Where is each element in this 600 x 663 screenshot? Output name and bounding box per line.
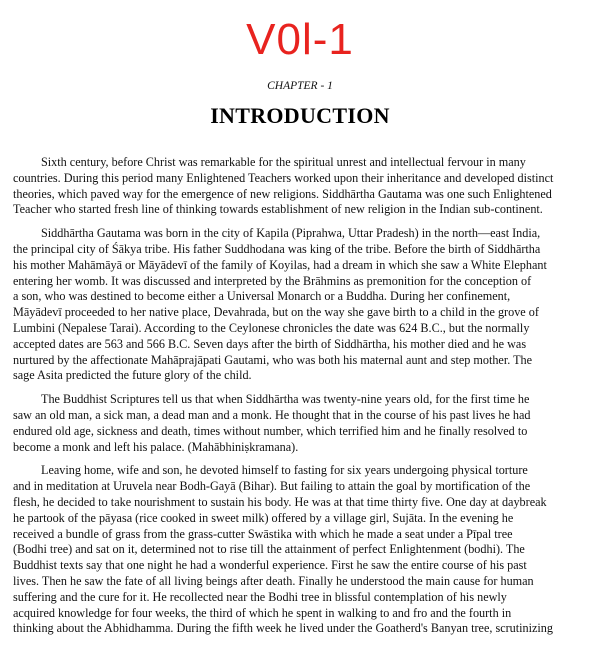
text-line: Sixth century, before Christ was remarkable for the spiritual unrest and intellectual fervour in many [41,155,526,169]
text-line: suffering and the cure for it. He recollected near the Bodhi tree in blissful contemplation of his newly [13,589,507,604]
text-line: theories, which paved way for the emergence of new religions. Siddhārtha Gautama was one such Enlightened [13,186,552,201]
text-line: thinking about the Abhidhamma. During the fifth week he lived under the Goatherd's Banyan tree, scrutinizing [13,621,553,636]
text-line: accepted dates are 563 and 566 B.C. Seven days after the birth of Siddhārtha, his mother died and he was [13,336,527,351]
text-line: acquired knowledge for four weeks, the third of which he spent in walking to and fro and the fourth in [13,605,512,620]
text-line: Siddhārtha Gautama was born in the city of Kapila (Piprahwa, Uttar Pradesh) in the north—east India, [41,226,541,241]
chapter-title: INTRODUCTION [210,103,390,128]
text-line: Lumbini (Nepalese Tarai). According to the Ceylonese chronicles the date was 624 B.C., but the normally [13,320,530,335]
text-line: flesh, he decided to take nourishment to sustain his body. He was at that time thirty five. One day at daybreak [13,494,547,509]
text-line: Leaving home, wife and son, he devoted himself to fasting for six years undergoing physical torture [41,463,528,478]
text-line: countries. During this period many Enlightened Teachers worked upon their inheritance and developed distinct [13,170,554,185]
text-line: become a monk and left his palace. (Mahābhiniṣkramana). [13,439,299,454]
text-line: Māyādevī proceeded to her native place, Devahrada, but on the way she gave birth to a child in the grove of [13,305,539,320]
paragraph [13,392,588,455]
text-line: entering her womb. It was discussed and interpreted by the Brāhmins as premonition for the conception of [13,273,532,288]
text-line: Teacher who started fresh line of thinking towards establishment of new religion in the Indian sub-continent. [13,202,543,217]
text-line: his mother Mahāmāyā or Māyādevī of the family of Koyilas, had a dream in which she saw a White Elephant [13,257,547,272]
paragraph [13,226,588,384]
text-line: (Bodhi tree) and sat on it, determined not to rise till the attainment of perfect Enlightenment (bodhi). The [13,542,525,557]
text-line: saw an old man, a sick man, a dead man and a monk. He thought that in the course of his past lives he had [13,407,531,422]
text-line: endured old age, sickness and death, times without number, which terrified him and he finally resolved to [13,423,528,438]
paragraph [13,155,588,218]
text-line: received a bundle of grass from the grass-cutter Swāstika with which he made a seat under a Pīpal tree [13,526,513,541]
text-line: lives. Then he saw the fate of all living beings after death. Finally he understood the main cause for human [13,573,534,588]
text-line: The Buddhist Scriptures tell us that when Siddhārtha was twenty-nine years old, for the first time he [41,392,530,407]
text-line: a son, who was destined to become either a Universal Monarch or a Buddha. During her confinement, [13,289,511,304]
text-line: and in meditation at Uruvela near Bodh-Gayā (Bihar). But failing to attain the goal by mortification of the [13,479,531,494]
text-line: nurtured by the affectionate Mahāprajāpati Gautami, who was both his maternal aunt and step mother. The [13,352,533,367]
text-line: he partook of the pāyasa (rice cooked in sweet milk) offered by a village girl, Sujāta. In the evening he [13,510,514,525]
text-line: Buddhist texts say that one night he had a wonderful experience. First he saw the entire course of his past [13,558,527,573]
volume-label: V0l-1 [246,15,354,64]
text-line: the principal city of Śākya tribe. His father Suddhodana was king of the tribe. Before the birth of Siddhārtha [13,241,541,256]
chapter-label: CHAPTER - 1 [267,80,333,92]
paragraph [13,463,588,637]
body-text [13,155,588,645]
text-line: sage Asita predicted the future glory of the child. [13,368,252,383]
